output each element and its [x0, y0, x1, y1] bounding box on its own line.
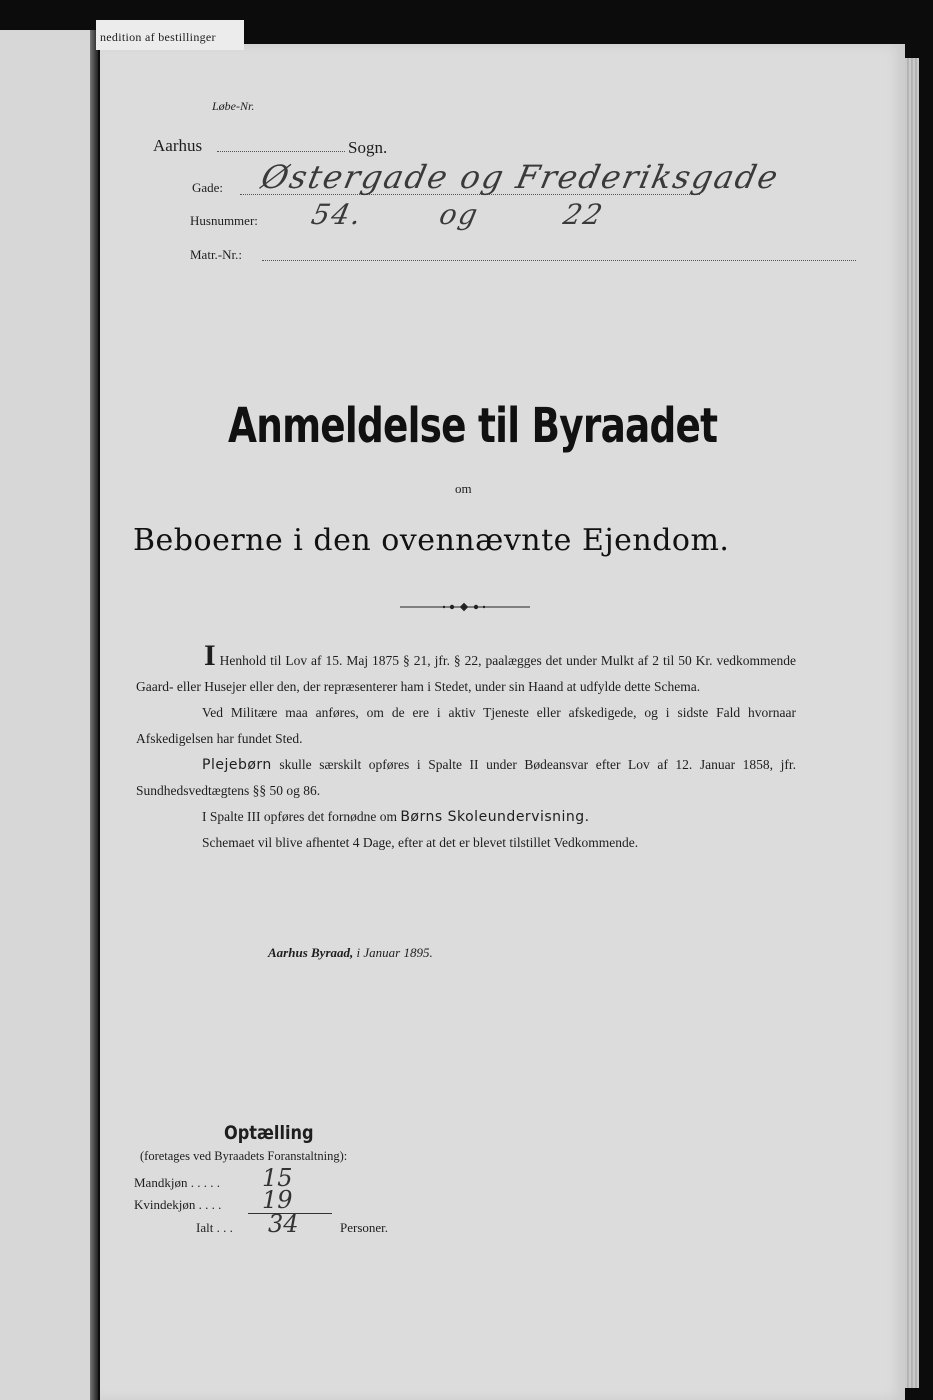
- mandkjon-value: 15: [262, 1164, 293, 1192]
- signature-date: i Januar 1895.: [356, 945, 433, 960]
- paragraph-1-text: Henhold til Lov af 15. Maj 1875 § 21, jfr. § 22, paalægges det under Mulkt af 2 til 50 Kr. vedkommende Gaard- eller Husejer eller den, der repræsenterer ham i Stedet, under sin Haand at udfylde dette Schema.: [136, 653, 796, 694]
- ialt-label: Ialt . . .: [196, 1220, 233, 1235]
- husnummer-label: Husnummer:: [190, 213, 258, 228]
- signature-line: [268, 945, 433, 961]
- matr-dotline: [262, 258, 856, 261]
- paragraph-3-text: skulle særskilt opføres i Spalte II under Bødeansvar efter Lov af 12. Januar 1858, jfr. Sundhedsvedtægtens §§ 50 og 86.: [136, 757, 797, 798]
- paragraph-4: [136, 804, 796, 830]
- paragraph-3: [136, 752, 796, 804]
- husnummer-value-1: 54.: [308, 198, 367, 231]
- count-note: (foretages ved Byraadets Foranstaltning):: [140, 1149, 348, 1163]
- gade-label: Gade:: [192, 180, 224, 195]
- page-subtitle: Beboerne i den ovennævnte Ejendom.: [133, 523, 730, 558]
- husnummer-og: og: [436, 198, 483, 231]
- sogn-dotline: [217, 141, 345, 152]
- paragraph-2: Ved Militære maa anføres, om de ere i aktiv Tjeneste eller afskedigede, og i sidste Fald hvornaar Afskedigelsen har fundet Sted.: [136, 705, 796, 746]
- kvindekjon-label: Kvindekjøn . . . .: [134, 1197, 222, 1212]
- page-title: Anmeldelse til Byraadet: [228, 398, 718, 454]
- ornament-divider: [400, 600, 530, 612]
- kvindekjon-value: 19: [262, 1186, 293, 1214]
- gade-handwritten-value: Østergade og Frederiksgade: [257, 158, 784, 196]
- sogn-label: Sogn.: [348, 138, 388, 157]
- lobe-nr-label: Løbe-Nr.: [212, 99, 255, 113]
- count-heading: Optælling: [224, 1122, 314, 1144]
- left-page-edge: [0, 30, 94, 1400]
- personer-label: Personer.: [340, 1220, 389, 1235]
- mandkjon-label: Mandkjøn . . . . .: [134, 1175, 220, 1190]
- plejeborn-lead: Plejebørn: [202, 757, 272, 773]
- borns-skoleundervisning: Børns Skoleundervisning.: [400, 809, 590, 825]
- signature-org: Aarhus Byraad,: [268, 945, 354, 960]
- body-text: [136, 639, 797, 856]
- paragraph-5: Schemaet vil blive afhentet 4 Dage, efter at det er blevet tilstillet Vedkommende.: [202, 835, 639, 850]
- paper-tab: nedition af bestillinger: [96, 20, 244, 50]
- ialt-value: 34: [268, 1210, 299, 1238]
- initial-capital: I: [204, 639, 216, 672]
- matr-nr-label: Matr.-Nr.:: [190, 247, 242, 262]
- husnummer-value-2: 22: [560, 198, 608, 231]
- paragraph-1: [136, 639, 796, 700]
- paragraph-4-text: I Spalte III opføres det fornødne om: [202, 809, 397, 824]
- aarhus-label: Aarhus: [153, 136, 203, 155]
- om-word: om: [455, 481, 472, 496]
